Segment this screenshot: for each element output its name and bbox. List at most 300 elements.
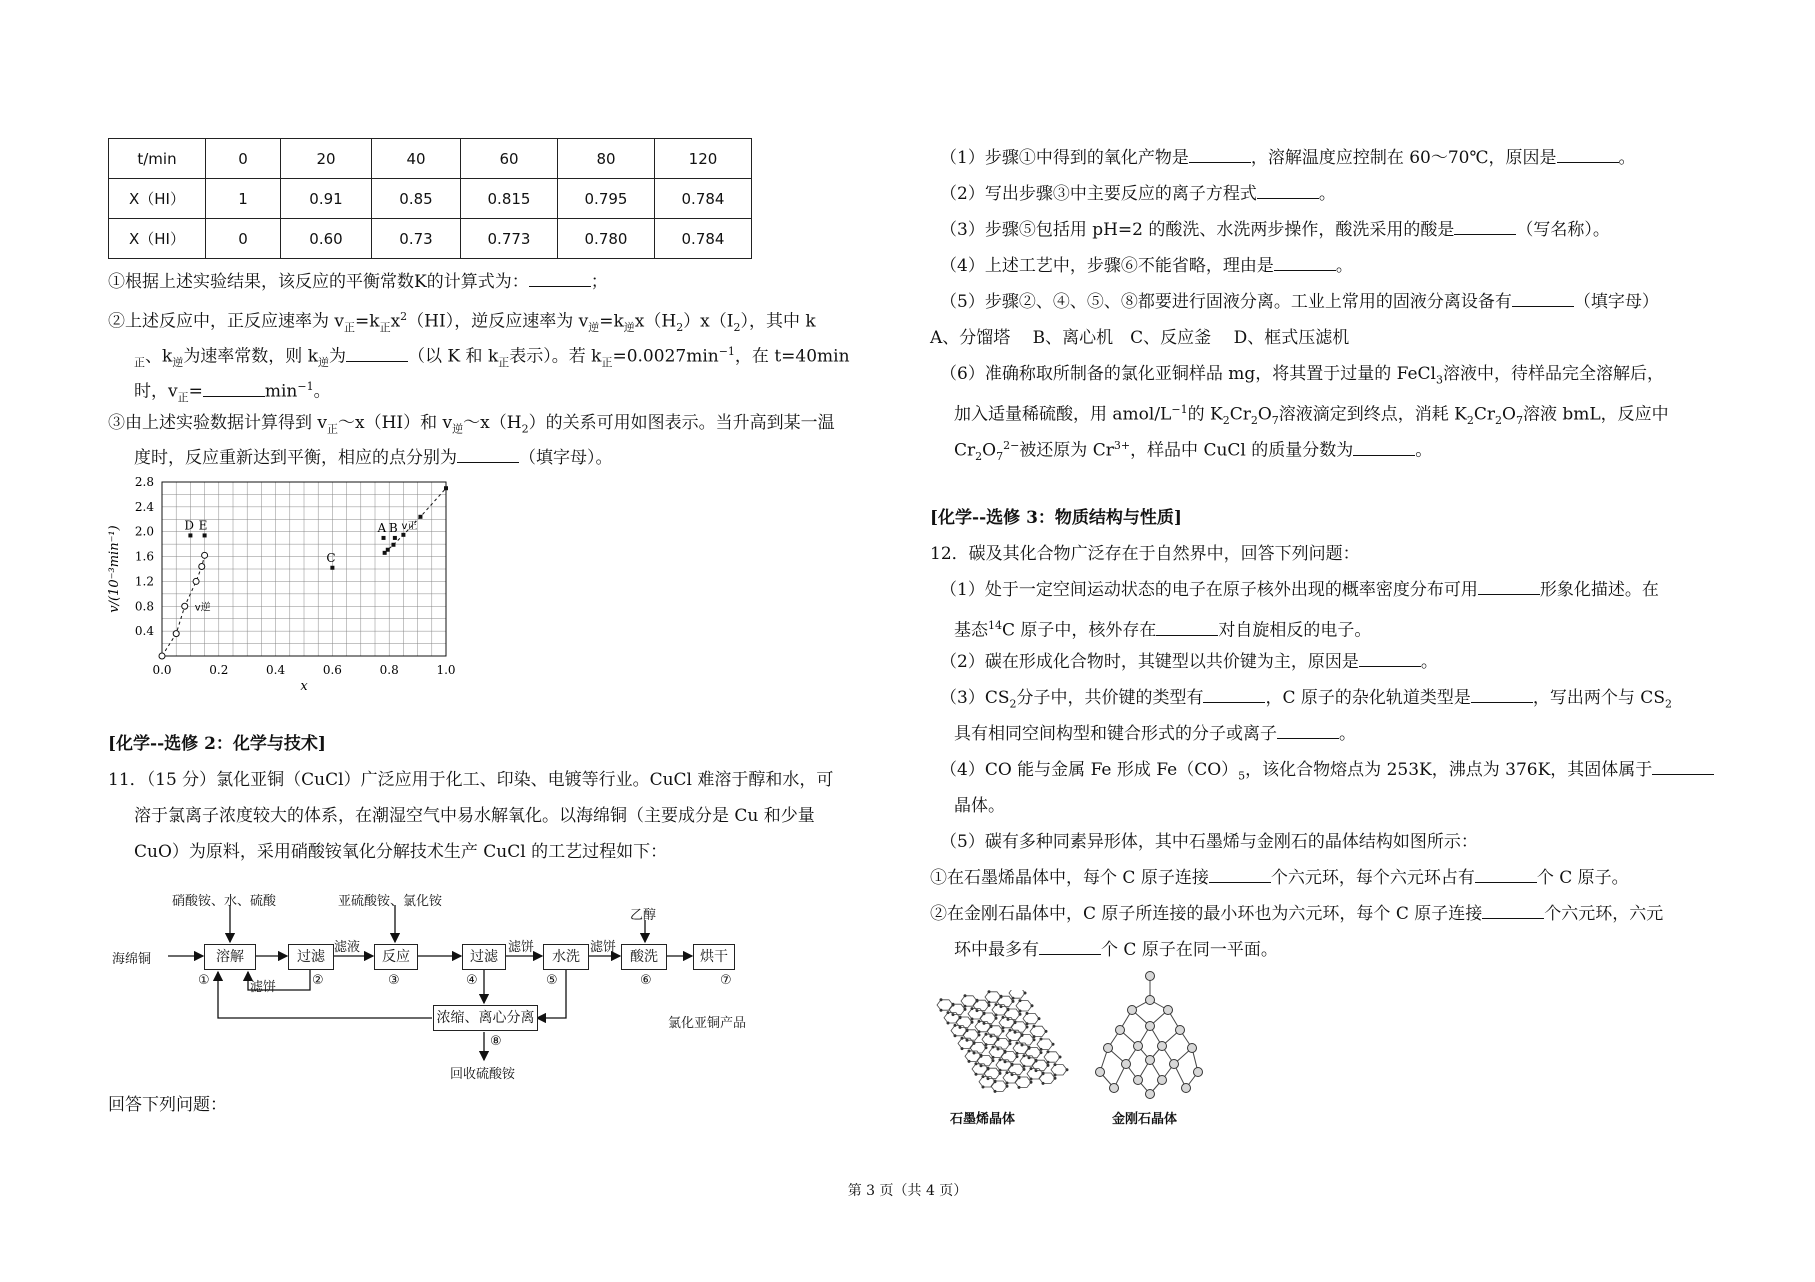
text: ①在石墨烯晶体中，每个 C 原子连接 bbox=[930, 868, 1209, 888]
section-title-3: [化学--选修 3：物质结构与性质] bbox=[930, 508, 1182, 528]
graphene-hexagon bbox=[1030, 1026, 1046, 1036]
y-tick-label: 1.2 bbox=[134, 574, 154, 589]
question-12-4-line2: 晶体。 bbox=[954, 796, 1005, 816]
carbon-atom bbox=[1018, 1076, 1021, 1079]
carbon-atom bbox=[1182, 1084, 1191, 1093]
text: =k bbox=[599, 311, 624, 332]
text: 溶液中，待样品完全溶解后， bbox=[1443, 364, 1664, 384]
carbon-atom bbox=[961, 1047, 964, 1050]
carbon-atom bbox=[1028, 1046, 1031, 1049]
carbon-atom bbox=[1002, 1030, 1005, 1033]
carbon-atom bbox=[1026, 1012, 1029, 1015]
table-cell: 0.795 bbox=[558, 179, 655, 219]
text: 2 bbox=[400, 310, 408, 323]
carbon-atom bbox=[980, 1064, 983, 1067]
carbon-atom bbox=[1009, 1039, 1012, 1042]
text: 2 bbox=[676, 321, 684, 335]
table-cell: X（HI） bbox=[109, 179, 206, 219]
carbon-atom bbox=[1011, 1063, 1014, 1066]
answer-blank bbox=[1482, 904, 1544, 919]
series-label: v逆 bbox=[194, 602, 211, 614]
carbon-atom bbox=[1134, 1076, 1143, 1085]
y-tick-label: 0.8 bbox=[134, 599, 154, 614]
feed-label-2: 亚硫酸铵、氯化铵 bbox=[338, 894, 443, 909]
point-label: A bbox=[377, 520, 387, 535]
carbon-atom bbox=[988, 990, 991, 993]
text: 2 bbox=[521, 422, 529, 436]
carbon-atom bbox=[1019, 999, 1022, 1002]
text: 。 bbox=[1339, 724, 1356, 744]
cake-label-1: 滤饼 bbox=[250, 980, 277, 995]
carbon-atom bbox=[1170, 1060, 1179, 1069]
text: 。 bbox=[1335, 256, 1353, 276]
carbon-atom bbox=[1000, 1005, 1003, 1008]
carbon-atom bbox=[1164, 1006, 1173, 1015]
carbon-atom bbox=[973, 1041, 976, 1044]
text: ； bbox=[590, 272, 608, 292]
table-cell: 0.73 bbox=[372, 219, 461, 259]
carbon-atom bbox=[1158, 1076, 1167, 1085]
carbon-atom bbox=[985, 1046, 988, 1049]
right-q1 bbox=[940, 148, 1636, 168]
graphene-hexagon bbox=[1016, 1001, 1032, 1011]
carbon-atom bbox=[1009, 1042, 1012, 1045]
text: ～x（H bbox=[463, 413, 522, 433]
graphene-hexagon bbox=[949, 1004, 965, 1014]
text: 。 bbox=[313, 381, 331, 402]
y-axis-label: v/(10⁻³min⁻¹) bbox=[107, 525, 122, 613]
table-cell: t/min bbox=[109, 139, 206, 179]
answer-blank bbox=[1203, 688, 1265, 703]
carbon-atom bbox=[982, 1085, 985, 1088]
carbon-atom bbox=[1122, 1060, 1131, 1069]
carbon-atom bbox=[1146, 1022, 1155, 1031]
carbon-atom bbox=[1016, 1052, 1019, 1055]
graphene-hexagon bbox=[991, 1081, 1007, 1091]
text: 加入适量稀硫酸，用 amol/L bbox=[954, 404, 1172, 425]
carbon-atom bbox=[999, 1069, 1002, 1072]
text: −1 bbox=[718, 345, 735, 358]
right-q5 bbox=[940, 292, 1659, 312]
answer-blank bbox=[1353, 441, 1415, 456]
text: （4）CO 能与金属 Fe 形成 Fe（CO） bbox=[940, 760, 1239, 780]
text: ，C 原子的杂化轨道类型是 bbox=[1265, 688, 1471, 708]
carbon-atom bbox=[995, 1017, 998, 1020]
carbon-atom bbox=[952, 1013, 955, 1016]
text: 2 bbox=[1250, 414, 1258, 428]
carbon-atom bbox=[999, 1058, 1002, 1061]
carbon-atom bbox=[1006, 1085, 1009, 1088]
carbon-atom bbox=[1006, 1071, 1009, 1074]
feed-label-3: 乙醇 bbox=[630, 908, 657, 923]
carbon-atom bbox=[1052, 1043, 1055, 1046]
text: 7 bbox=[996, 450, 1004, 464]
carbon-atom bbox=[1019, 1013, 1022, 1016]
answer-blank bbox=[1189, 148, 1251, 163]
carbon-atom bbox=[1016, 1055, 1019, 1058]
carbon-atom bbox=[1116, 1026, 1125, 1035]
y-tick-label: 2.8 bbox=[134, 475, 154, 489]
step-number: ⑧ bbox=[490, 1034, 502, 1049]
carbon-atom bbox=[1030, 1067, 1033, 1070]
table-cell: 0.815 bbox=[461, 179, 558, 219]
graphene-hexagon bbox=[963, 1030, 979, 1040]
text: 2 bbox=[1664, 697, 1672, 711]
carbon-atom bbox=[1004, 1060, 1007, 1063]
answer-blank bbox=[1277, 724, 1339, 739]
graphene-hexagon bbox=[994, 1039, 1010, 1049]
text: 正 bbox=[327, 422, 339, 436]
carbon-atom bbox=[947, 1011, 950, 1014]
carbon-atom bbox=[1042, 1072, 1045, 1075]
text: 时，v bbox=[134, 381, 178, 402]
cake-label-3: 滤饼 bbox=[590, 940, 617, 955]
carbon-atom bbox=[1104, 1044, 1113, 1053]
answer-blank bbox=[1454, 220, 1516, 235]
carbon-atom bbox=[1054, 1073, 1057, 1076]
answer-blank bbox=[1652, 760, 1714, 775]
carbon-atom bbox=[940, 1009, 943, 1012]
right-q6-line3 bbox=[954, 436, 1432, 467]
text: Cr bbox=[1229, 404, 1251, 425]
text: 被还原为 Cr bbox=[1019, 440, 1114, 461]
graphene-hexagon bbox=[984, 1068, 1000, 1078]
x-tick-label: 0.4 bbox=[266, 663, 286, 677]
table-cell: 80 bbox=[558, 139, 655, 179]
table-cell: 0.784 bbox=[655, 219, 752, 259]
x-tick-label: 0.0 bbox=[152, 663, 172, 677]
text: ，溶解温度应控制在 60～70℃，原因是 bbox=[1250, 148, 1557, 168]
graphene-hexagon bbox=[1004, 1009, 1020, 1019]
graphene-hexagon bbox=[970, 1043, 986, 1053]
question-12-3-line1 bbox=[940, 688, 1672, 714]
text: 逆 bbox=[452, 422, 464, 436]
step-number: ① bbox=[198, 973, 210, 988]
carbon-atom bbox=[976, 999, 979, 1002]
text: ，该化合物熔点为 253K，沸点为 376K，其固体属于 bbox=[1245, 760, 1653, 780]
text: 2 bbox=[1495, 414, 1503, 428]
text: 溶液 bmL，反应中 bbox=[1522, 404, 1669, 425]
carbon-atom bbox=[1012, 997, 1015, 1000]
question-12-1-line1 bbox=[940, 580, 1659, 600]
point-label: D bbox=[184, 518, 195, 533]
graphene-hexagon bbox=[1051, 1065, 1067, 1075]
text: ）的关系可用如图表示。当升高到某一温 bbox=[528, 413, 835, 433]
text: 。 bbox=[1318, 184, 1336, 204]
y-tick-label: 2.0 bbox=[134, 524, 154, 539]
text: ②上述反应中，正反应速率为 v bbox=[108, 311, 345, 332]
carbon-atom bbox=[1054, 1063, 1057, 1066]
text: 2 bbox=[1466, 414, 1474, 428]
question-12-2 bbox=[940, 652, 1438, 672]
y-tick-label: 0.4 bbox=[134, 624, 154, 639]
text: 3 bbox=[1436, 373, 1443, 387]
point-label: C bbox=[326, 550, 336, 565]
question-12-5: （5）碳有多种同素异形体，其中石墨烯与金刚石的晶体结构如图所示： bbox=[940, 832, 1478, 852]
text: min bbox=[264, 381, 298, 402]
carbon-atom bbox=[982, 1075, 985, 1078]
step-box-filter-1: 过滤 bbox=[288, 944, 334, 970]
question-12-5b-line2 bbox=[954, 940, 1278, 960]
text: ③由上述实验数据计算得到 v bbox=[108, 413, 328, 433]
text: 7 bbox=[1271, 414, 1279, 428]
text: 逆 bbox=[623, 321, 635, 335]
carbon-atom bbox=[1002, 1016, 1005, 1019]
carbon-atom bbox=[1030, 1077, 1033, 1080]
carbon-atom bbox=[978, 1030, 981, 1033]
answer-blank bbox=[1257, 184, 1319, 199]
graphene-hexagon bbox=[977, 1055, 993, 1065]
step-number: ④ bbox=[466, 973, 478, 988]
point-label: B bbox=[388, 520, 398, 535]
graphene-hexagon bbox=[973, 1000, 989, 1010]
text: 基态 bbox=[954, 620, 988, 641]
text: 逆 bbox=[588, 321, 600, 335]
table-cell: 0.91 bbox=[281, 179, 372, 219]
text: 2 bbox=[1009, 697, 1017, 711]
text: （3）步骤⑤包括用 pH=2 的酸洗、水洗两步操作，酸洗采用的酸是 bbox=[940, 220, 1455, 240]
text: （5）步骤②、④、⑤、⑧都要进行固液分离。工业上常用的固液分离设备有 bbox=[940, 292, 1512, 312]
text: 逆 bbox=[172, 356, 184, 370]
carbon-atom bbox=[1007, 1008, 1010, 1011]
table-cell: 0.773 bbox=[461, 219, 558, 259]
carbon-atom bbox=[1042, 1082, 1045, 1085]
carbon-atom bbox=[966, 1028, 969, 1031]
text: （1）处于一定空间运动状态的电子在原子核外出现的概率密度分布可用 bbox=[940, 580, 1478, 600]
text: 个 C 原子。 bbox=[1536, 868, 1629, 888]
text: 7 bbox=[1515, 414, 1523, 428]
text: ，样品中 CuCl 的质量分数为 bbox=[1130, 440, 1354, 461]
text: 2 bbox=[975, 450, 983, 464]
text: 具有相同空间构型和键合形式的分子或离子 bbox=[954, 724, 1277, 744]
text: x（H bbox=[634, 311, 677, 332]
graphene-hexagon bbox=[987, 1026, 1003, 1036]
text: （填字母）。 bbox=[519, 448, 613, 468]
text: 环中最多有 bbox=[954, 940, 1039, 960]
carbon-atom bbox=[1040, 1038, 1043, 1041]
carbon-atom bbox=[978, 1034, 981, 1037]
carbon-atom bbox=[1047, 1061, 1050, 1064]
carbon-atom bbox=[1188, 1044, 1197, 1053]
answer-prompt: 回答下列问题： bbox=[108, 1095, 227, 1115]
start-material: 海绵铜 bbox=[112, 952, 152, 967]
carbon-atom bbox=[990, 1035, 993, 1038]
carbon-atom bbox=[987, 1067, 990, 1070]
carbon-atom bbox=[952, 1003, 955, 1006]
carbon-atom bbox=[954, 1024, 957, 1027]
carbon-atom bbox=[988, 1001, 991, 1004]
diamond-caption: 金刚石晶体 bbox=[1112, 1112, 1178, 1127]
carbon-atom bbox=[995, 1003, 998, 1006]
text: ，在 t=40min bbox=[734, 346, 850, 367]
right-q5-options: A、分馏塔 B、离心机 C、反应釜 D、框式压滤机 bbox=[930, 328, 1350, 348]
table-cell: 0 bbox=[206, 219, 281, 259]
question-11-line2: 溶于氯离子浓度较大的体系，在潮湿空气中易水解氧化。以海绵铜（主要成分是 Cu 和少量 bbox=[134, 806, 815, 826]
text: 14 bbox=[988, 619, 1002, 632]
answer-blank bbox=[1475, 868, 1537, 883]
step-number: ⑦ bbox=[720, 973, 732, 988]
graphene-hexagon bbox=[1011, 1022, 1027, 1032]
text: x bbox=[390, 311, 401, 332]
right-q2 bbox=[940, 184, 1336, 204]
question-12-4-line1 bbox=[940, 760, 1714, 786]
carbon-atom bbox=[994, 1090, 997, 1093]
question-12-5a bbox=[930, 868, 1629, 888]
carbon-atom bbox=[1096, 1068, 1105, 1077]
x-tick-label: 0.8 bbox=[379, 663, 399, 677]
answer-blank bbox=[1209, 868, 1271, 883]
text: Cr bbox=[954, 440, 976, 461]
right-q6-line2 bbox=[954, 400, 1669, 431]
graphene-hexagon bbox=[1023, 1013, 1039, 1023]
text: （写名称）。 bbox=[1516, 220, 1610, 240]
text: 正 bbox=[344, 321, 356, 335]
text: 。 bbox=[1415, 440, 1433, 461]
table-cell: 0.784 bbox=[655, 179, 752, 219]
carbon-atom bbox=[959, 1026, 962, 1029]
step-number: ⑤ bbox=[546, 973, 558, 988]
text: = bbox=[188, 381, 203, 402]
graphene-caption: 石墨烯晶体 bbox=[950, 1112, 1016, 1127]
text: ），其中 k bbox=[740, 311, 816, 332]
text: 溶液滴定到终点，消耗 K bbox=[1278, 404, 1467, 425]
graphene-hexagon bbox=[985, 992, 1001, 1002]
graphene-hexagon bbox=[1039, 1073, 1055, 1083]
carbon-atom bbox=[1006, 1081, 1009, 1084]
carbon-atom bbox=[975, 1073, 978, 1076]
graphene-hexagon bbox=[1001, 1051, 1017, 1061]
table-cell: 40 bbox=[372, 139, 461, 179]
table-cell: 0.780 bbox=[558, 219, 655, 259]
carbon-atom bbox=[1023, 1068, 1026, 1071]
text: 正 bbox=[498, 356, 510, 370]
question-12: 12．碳及其化合物广泛存在于自然界中，回答下列问题： bbox=[930, 544, 1360, 564]
carbon-atom bbox=[1030, 1081, 1033, 1084]
flow-arrows bbox=[0, 0, 900, 1282]
carbon-atom bbox=[994, 1080, 997, 1083]
graphene-hexagon bbox=[937, 1000, 953, 1010]
graphene-hexagon bbox=[1008, 1064, 1024, 1074]
step-number: ② bbox=[312, 973, 324, 988]
carbon-atom bbox=[940, 998, 943, 1001]
carbon-atom bbox=[1026, 1026, 1029, 1029]
cake-label-2: 滤饼 bbox=[508, 940, 535, 955]
carbon-atom bbox=[1035, 1069, 1038, 1072]
graphene-hexagon bbox=[1025, 1047, 1041, 1057]
graphene-hexagon bbox=[961, 996, 977, 1006]
text: C 原子中，核外存在 bbox=[1002, 620, 1157, 641]
text: （以 K 和 k bbox=[408, 346, 499, 367]
carbon-atom bbox=[1038, 1017, 1041, 1020]
carbon-atom bbox=[973, 1051, 976, 1054]
text: ）x（I bbox=[683, 311, 734, 332]
answer-blank bbox=[1156, 621, 1218, 636]
text: （3）CS bbox=[940, 688, 1010, 708]
x-tick-label: 0.6 bbox=[322, 663, 342, 677]
carbon-atom bbox=[947, 1021, 950, 1024]
carbon-atom bbox=[1040, 1051, 1043, 1054]
text: 表示）。若 k bbox=[509, 346, 602, 367]
carbon-atom bbox=[1128, 1006, 1137, 1015]
text: ，写出两个与 CS bbox=[1532, 688, 1665, 708]
carbon-atom bbox=[1194, 1068, 1203, 1077]
carbon-atom bbox=[1146, 1090, 1155, 1099]
carbon-atom bbox=[1033, 1035, 1036, 1038]
text: −1 bbox=[1171, 403, 1188, 416]
text: =k bbox=[355, 311, 380, 332]
question-11-line1: 11．（15 分）氯化亚铜（CuCl）广泛应用于化工、印染、电镀等行业。CuCl 难溶于醇和水，可 bbox=[108, 770, 834, 790]
question-11-line3: CuO）为原料，采用硝酸铵氧化分解技术生产 CuCl 的工艺过程如下： bbox=[134, 842, 668, 862]
text: （1）步骤①中得到的氧化产物是 bbox=[940, 148, 1189, 168]
step-number: ⑥ bbox=[640, 973, 652, 988]
text: 、k bbox=[145, 346, 173, 367]
graphene-hexagon bbox=[1044, 1052, 1060, 1062]
text: 。 bbox=[1420, 652, 1438, 672]
carbon-atom bbox=[1146, 996, 1155, 1005]
page-footer: 第 3 页（共 4 页） bbox=[847, 1183, 968, 1199]
graphene-hexagon bbox=[1018, 1035, 1034, 1045]
text: 正 bbox=[177, 391, 189, 405]
filtrate-label: 滤液 bbox=[334, 940, 361, 955]
carbon-atom bbox=[997, 1037, 1000, 1040]
graphene-hexagon bbox=[980, 1013, 996, 1023]
carbon-atom bbox=[995, 1013, 998, 1016]
answer-blank bbox=[1274, 256, 1336, 271]
carbon-atom bbox=[980, 1054, 983, 1057]
table-cell: 0.60 bbox=[281, 219, 372, 259]
diamond-structure-image bbox=[1080, 968, 1220, 1103]
carbon-atom bbox=[1066, 1068, 1069, 1071]
text: 3+ bbox=[1113, 439, 1131, 452]
question-12-5b-line1 bbox=[930, 904, 1663, 924]
text: 为 bbox=[329, 346, 347, 367]
carbon-atom bbox=[1158, 1042, 1167, 1051]
graphene-hexagon bbox=[956, 1017, 972, 1027]
text: 正 bbox=[379, 321, 391, 335]
carbon-atom bbox=[992, 1059, 995, 1062]
graphene-hexagon bbox=[1015, 1077, 1031, 1087]
carbon-atom bbox=[1028, 1056, 1031, 1059]
point-label: E bbox=[198, 518, 208, 533]
graphene-hexagon bbox=[1037, 1039, 1053, 1049]
carbon-atom bbox=[1023, 1065, 1026, 1068]
text: =0.0027min bbox=[612, 346, 719, 367]
text: （2）写出步骤③中主要反应的离子方程式 bbox=[940, 184, 1257, 204]
text: （6）准确称取所制备的氯化亚铜样品 mg，将其置于过量的 FeCl bbox=[940, 364, 1436, 384]
carbon-atom bbox=[983, 1012, 986, 1015]
carbon-atom bbox=[1011, 1073, 1014, 1076]
carbon-atom bbox=[1059, 1056, 1062, 1059]
series-label: v正 bbox=[401, 520, 418, 532]
carbon-atom bbox=[1026, 1022, 1029, 1025]
carbon-atom bbox=[1110, 1084, 1119, 1093]
table-cell: 20 bbox=[281, 139, 372, 179]
carbon-atom bbox=[971, 1021, 974, 1024]
carbon-atom bbox=[954, 1034, 957, 1037]
step-box-acid-wash: 酸洗 bbox=[621, 944, 667, 970]
table-cell: 0 bbox=[206, 139, 281, 179]
carbon-atom bbox=[1014, 1031, 1017, 1034]
text: O bbox=[1502, 404, 1516, 425]
text: （2）碳在形成化合物时，其键型以共价键为主，原因是 bbox=[940, 652, 1359, 672]
text: （4）上述工艺中，步骤⑥不能省略，理由是 bbox=[940, 256, 1274, 276]
carbon-atom bbox=[983, 1022, 986, 1025]
text: 分子中，共价键的类型有 bbox=[1016, 688, 1204, 708]
text: 正 bbox=[601, 356, 613, 370]
text: 度时，反应重新达到平衡，相应的点分别为 bbox=[134, 448, 457, 468]
carbon-atom bbox=[1031, 1004, 1034, 1007]
carbon-atom bbox=[1004, 1050, 1007, 1053]
